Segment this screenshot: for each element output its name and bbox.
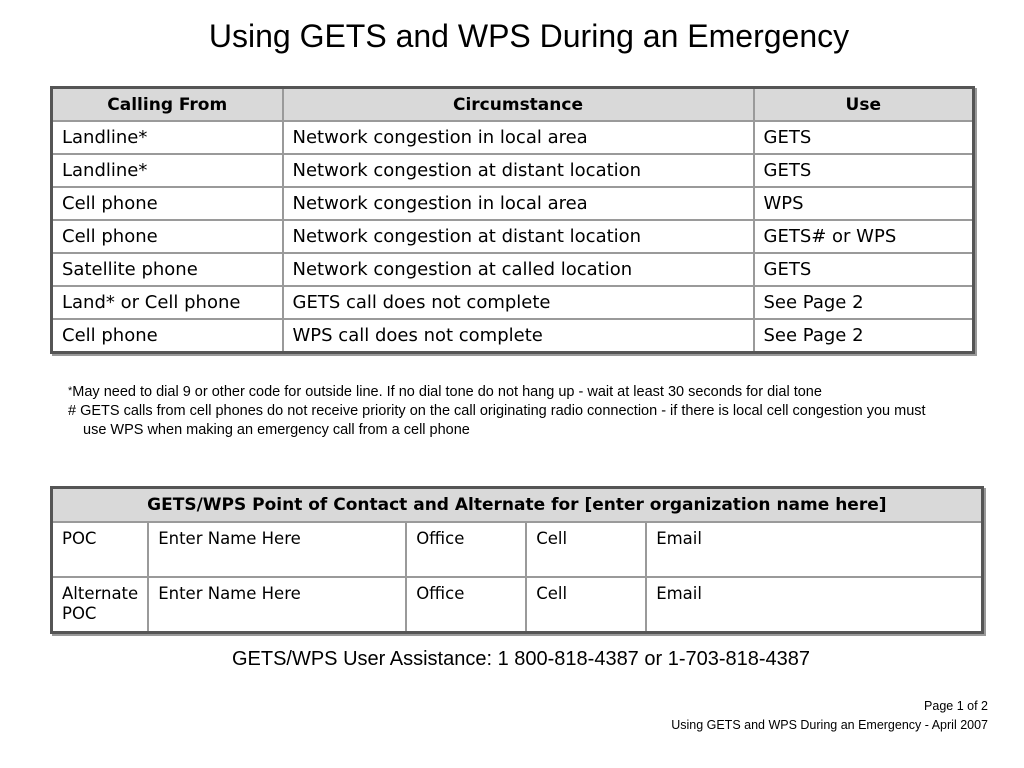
header-circumstance: Circumstance (283, 88, 754, 122)
cell-calling-from: Landline* (52, 121, 283, 154)
table-row (52, 220, 974, 253)
cell-cell: Cell (526, 522, 646, 577)
table-row (52, 319, 974, 353)
page-footer (671, 697, 988, 735)
page-number: Page 1 of 2 (924, 699, 988, 713)
cell-circumstance: Network congestion in local area (283, 187, 754, 220)
table-row (52, 253, 974, 286)
table-row (52, 577, 983, 633)
cell-circumstance: WPS call does not complete (283, 319, 754, 353)
table-row (52, 522, 983, 577)
cell-calling-from: Land* or Cell phone (52, 286, 283, 319)
cell-calling-from: Cell phone (52, 319, 283, 353)
cell-name: Enter Name Here (148, 522, 406, 577)
table-row (52, 286, 974, 319)
footnote-cell-priority: # GETS calls from cell phones do not receive priority on the call originating radio connection - if there is local cell congestion you must use WPS when making an emergency call from a cell phone (68, 403, 926, 438)
cell-role: POC (52, 522, 149, 577)
poc-table-header-row (52, 488, 983, 523)
user-assistance-line: GETS/WPS User Assistance: 1 800-818-4387 or 1-703-818-4387 (231, 648, 811, 670)
asterisk-mark: * (68, 385, 73, 397)
page-title: Using GETS and WPS During an Emergency (208, 18, 850, 54)
footnote-dial-tone-text: May need to dial 9 or other code for outside line. If no dial tone do not hang up - wait at least 30 seconds for dial tone (72, 384, 822, 400)
usage-table (50, 86, 975, 354)
cell-role: Alternate POC (52, 577, 149, 633)
cell-email: Email (646, 577, 982, 633)
footnotes (64, 382, 944, 440)
cell-use: See Page 2 (754, 319, 974, 353)
table-row (52, 187, 974, 220)
cell-circumstance: Network congestion at distant location (283, 220, 754, 253)
cell-use: GETS (754, 253, 974, 286)
cell-circumstance: Network congestion in local area (283, 121, 754, 154)
cell-use: GETS (754, 154, 974, 187)
cell-calling-from: Cell phone (52, 187, 283, 220)
footnote-dial-tone (64, 382, 944, 402)
cell-email: Email (646, 522, 982, 577)
cell-name: Enter Name Here (148, 577, 406, 633)
cell-calling-from: Landline* (52, 154, 283, 187)
poc-table-title: GETS/WPS Point of Contact and Alternate for [enter organization name here] (52, 488, 983, 523)
cell-circumstance: GETS call does not complete (283, 286, 754, 319)
table-row (52, 154, 974, 187)
poc-table (50, 486, 984, 634)
cell-office: Office (406, 522, 526, 577)
header-calling-from: Calling From (52, 88, 283, 122)
cell-use: WPS (754, 187, 974, 220)
table-row (52, 121, 974, 154)
cell-use: See Page 2 (754, 286, 974, 319)
cell-calling-from: Cell phone (52, 220, 283, 253)
cell-use: GETS# or WPS (754, 220, 974, 253)
cell-cell: Cell (526, 577, 646, 633)
cell-calling-from: Satellite phone (52, 253, 283, 286)
cell-circumstance: Network congestion at distant location (283, 154, 754, 187)
usage-table-header-row (52, 88, 974, 122)
header-use: Use (754, 88, 974, 122)
cell-office: Office (406, 577, 526, 633)
cell-circumstance: Network congestion at called location (283, 253, 754, 286)
cell-use: GETS (754, 121, 974, 154)
document-footer-title: Using GETS and WPS During an Emergency - April 2007 (671, 718, 988, 732)
